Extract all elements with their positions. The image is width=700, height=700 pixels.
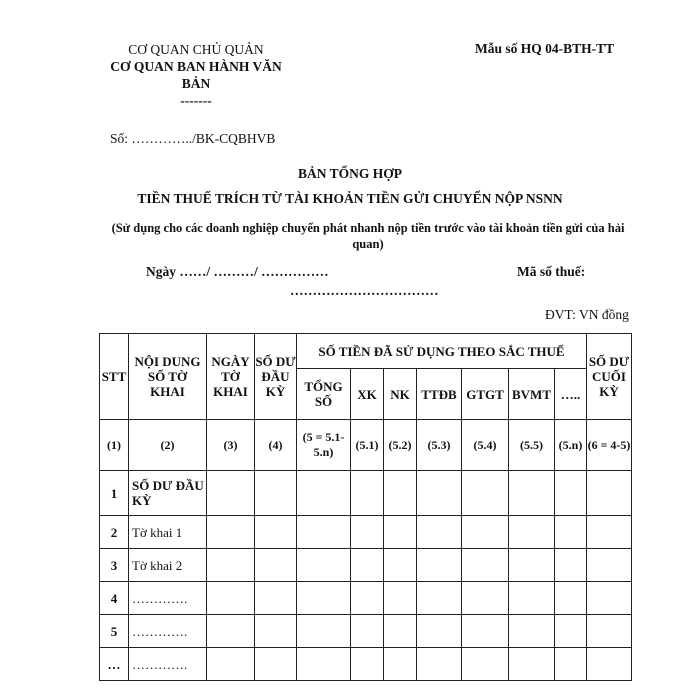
empty-cell: [509, 516, 555, 549]
table-row: [100, 615, 632, 648]
header-closing-balance: SỐ DƯ CUỐI KỲ: [587, 334, 632, 420]
row-stt: 2: [100, 516, 129, 549]
empty-cell: [462, 582, 509, 615]
row-content: SỐ DƯ ĐẦU KỲ: [129, 471, 207, 516]
row-stt: 4: [100, 582, 129, 615]
header-date: NGÀY TỜ KHAI: [207, 334, 255, 420]
empty-cell: [587, 549, 632, 582]
row-stt: 3: [100, 549, 129, 582]
empty-cell: [297, 471, 351, 516]
empty-cell: [417, 471, 462, 516]
empty-cell: [207, 615, 255, 648]
empty-cell: [255, 615, 297, 648]
empty-cell: [555, 516, 587, 549]
row-stt: 5: [100, 615, 129, 648]
table-row: [100, 516, 632, 549]
usage-note: (Sử dụng cho các doanh nghiệp chuyển phát nhanh nộp tiền trước vào tài khoản tiền gửi của hải quan): [111, 221, 625, 251]
empty-cell: [297, 549, 351, 582]
empty-cell: [555, 549, 587, 582]
empty-cell: [587, 516, 632, 549]
currency-unit: ĐVT: VN đồng: [545, 307, 629, 322]
table-row: [100, 471, 632, 516]
empty-cell: [384, 549, 417, 582]
empty-cell: [297, 648, 351, 681]
empty-cell: [255, 516, 297, 549]
document-subtitle: TIỀN THUẾ TRÍCH TỪ TÀI KHOẢN TIỀN GỬI CHUYỂN NỘP NSNN: [137, 191, 563, 206]
code-cell: (5.4): [462, 420, 509, 471]
empty-cell: [351, 471, 384, 516]
empty-cell: [417, 582, 462, 615]
header-xk: XK: [351, 369, 384, 420]
summary-table: [99, 333, 632, 681]
empty-cell: [207, 516, 255, 549]
empty-cell: [509, 648, 555, 681]
empty-cell: [297, 516, 351, 549]
code-cell: (6 = 4-5): [587, 420, 632, 471]
empty-cell: [351, 615, 384, 648]
table-row: [100, 582, 632, 615]
header-ttdb: TTĐB: [417, 369, 462, 420]
row-stt: …: [100, 648, 129, 681]
code-cell: (5.3): [417, 420, 462, 471]
header-separator: -------: [180, 93, 212, 108]
tax-code-label: Mã số thuế:: [517, 264, 586, 279]
empty-cell: [417, 549, 462, 582]
empty-cell: [462, 516, 509, 549]
empty-cell: [462, 549, 509, 582]
empty-cell: [351, 549, 384, 582]
row-content: ………….: [129, 648, 207, 681]
empty-cell: [555, 471, 587, 516]
empty-cell: [509, 615, 555, 648]
code-cell: (5.n): [555, 420, 587, 471]
date-line: Ngày ……/ ………/ ……………: [146, 264, 329, 279]
empty-cell: [207, 648, 255, 681]
header-content: NỘI DUNG SỐ TỜ KHAI: [129, 334, 207, 420]
empty-cell: [297, 615, 351, 648]
code-cell: (5.1): [351, 420, 384, 471]
row-content: ………….: [129, 582, 207, 615]
empty-cell: [587, 471, 632, 516]
code-cell: (5 = 5.1-5.n): [297, 420, 351, 471]
empty-cell: [384, 615, 417, 648]
empty-cell: [462, 615, 509, 648]
empty-cell: [462, 648, 509, 681]
code-cell: (4): [255, 420, 297, 471]
empty-cell: [555, 648, 587, 681]
form-code: Mẫu số HQ 04-BTH-TT: [475, 41, 615, 56]
empty-cell: [255, 549, 297, 582]
empty-cell: [555, 582, 587, 615]
header-gtgt: GTGT: [462, 369, 509, 420]
table-row: [100, 648, 632, 681]
empty-cell: [417, 648, 462, 681]
empty-cell: [255, 648, 297, 681]
empty-cell: [384, 648, 417, 681]
document-title: BẢN TỔNG HỢP: [297, 166, 402, 181]
code-cell: (5.2): [384, 420, 417, 471]
table-row: [100, 549, 632, 582]
issuing-agency-label: CƠ QUAN BAN HÀNH VĂN BẢN: [110, 59, 282, 91]
header-opening-balance: SỐ DƯ ĐẦU KỲ: [255, 334, 297, 420]
row-stt: 1: [100, 471, 129, 516]
empty-cell: [255, 582, 297, 615]
code-cell: (2): [129, 420, 207, 471]
header-nk: NK: [384, 369, 417, 420]
empty-cell: [384, 582, 417, 615]
header-bvmt: BVMT: [509, 369, 555, 420]
empty-cell: [255, 471, 297, 516]
empty-cell: [207, 471, 255, 516]
header-other: …..: [555, 369, 587, 420]
code-cell: (3): [207, 420, 255, 471]
empty-cell: [509, 471, 555, 516]
empty-cell: [417, 615, 462, 648]
tax-code-blank: ……………………………: [290, 283, 439, 298]
row-content: Tờ khai 1: [129, 516, 207, 549]
document-number: Số: …………../BK-CQBHVB: [110, 131, 276, 146]
empty-cell: [587, 582, 632, 615]
empty-cell: [351, 516, 384, 549]
empty-cell: [587, 648, 632, 681]
empty-cell: [207, 549, 255, 582]
empty-cell: [297, 582, 351, 615]
empty-cell: [509, 582, 555, 615]
empty-cell: [555, 615, 587, 648]
row-content: ………….: [129, 615, 207, 648]
issuing-agency-block: [96, 41, 296, 109]
header-total: TỔNG SỐ: [297, 369, 351, 420]
empty-cell: [462, 471, 509, 516]
empty-cell: [509, 549, 555, 582]
empty-cell: [384, 471, 417, 516]
header-used-group: SỐ TIỀN ĐÃ SỬ DỤNG THEO SẮC THUẾ: [297, 334, 587, 369]
empty-cell: [207, 582, 255, 615]
code-cell: (5.5): [509, 420, 555, 471]
empty-cell: [587, 615, 632, 648]
code-cell: (1): [100, 420, 129, 471]
empty-cell: [351, 648, 384, 681]
empty-cell: [417, 516, 462, 549]
empty-cell: [384, 516, 417, 549]
empty-cell: [351, 582, 384, 615]
parent-agency-label: CƠ QUAN CHỦ QUẢN: [128, 42, 264, 57]
row-content: Tờ khai 2: [129, 549, 207, 582]
header-stt: STT: [100, 334, 129, 420]
